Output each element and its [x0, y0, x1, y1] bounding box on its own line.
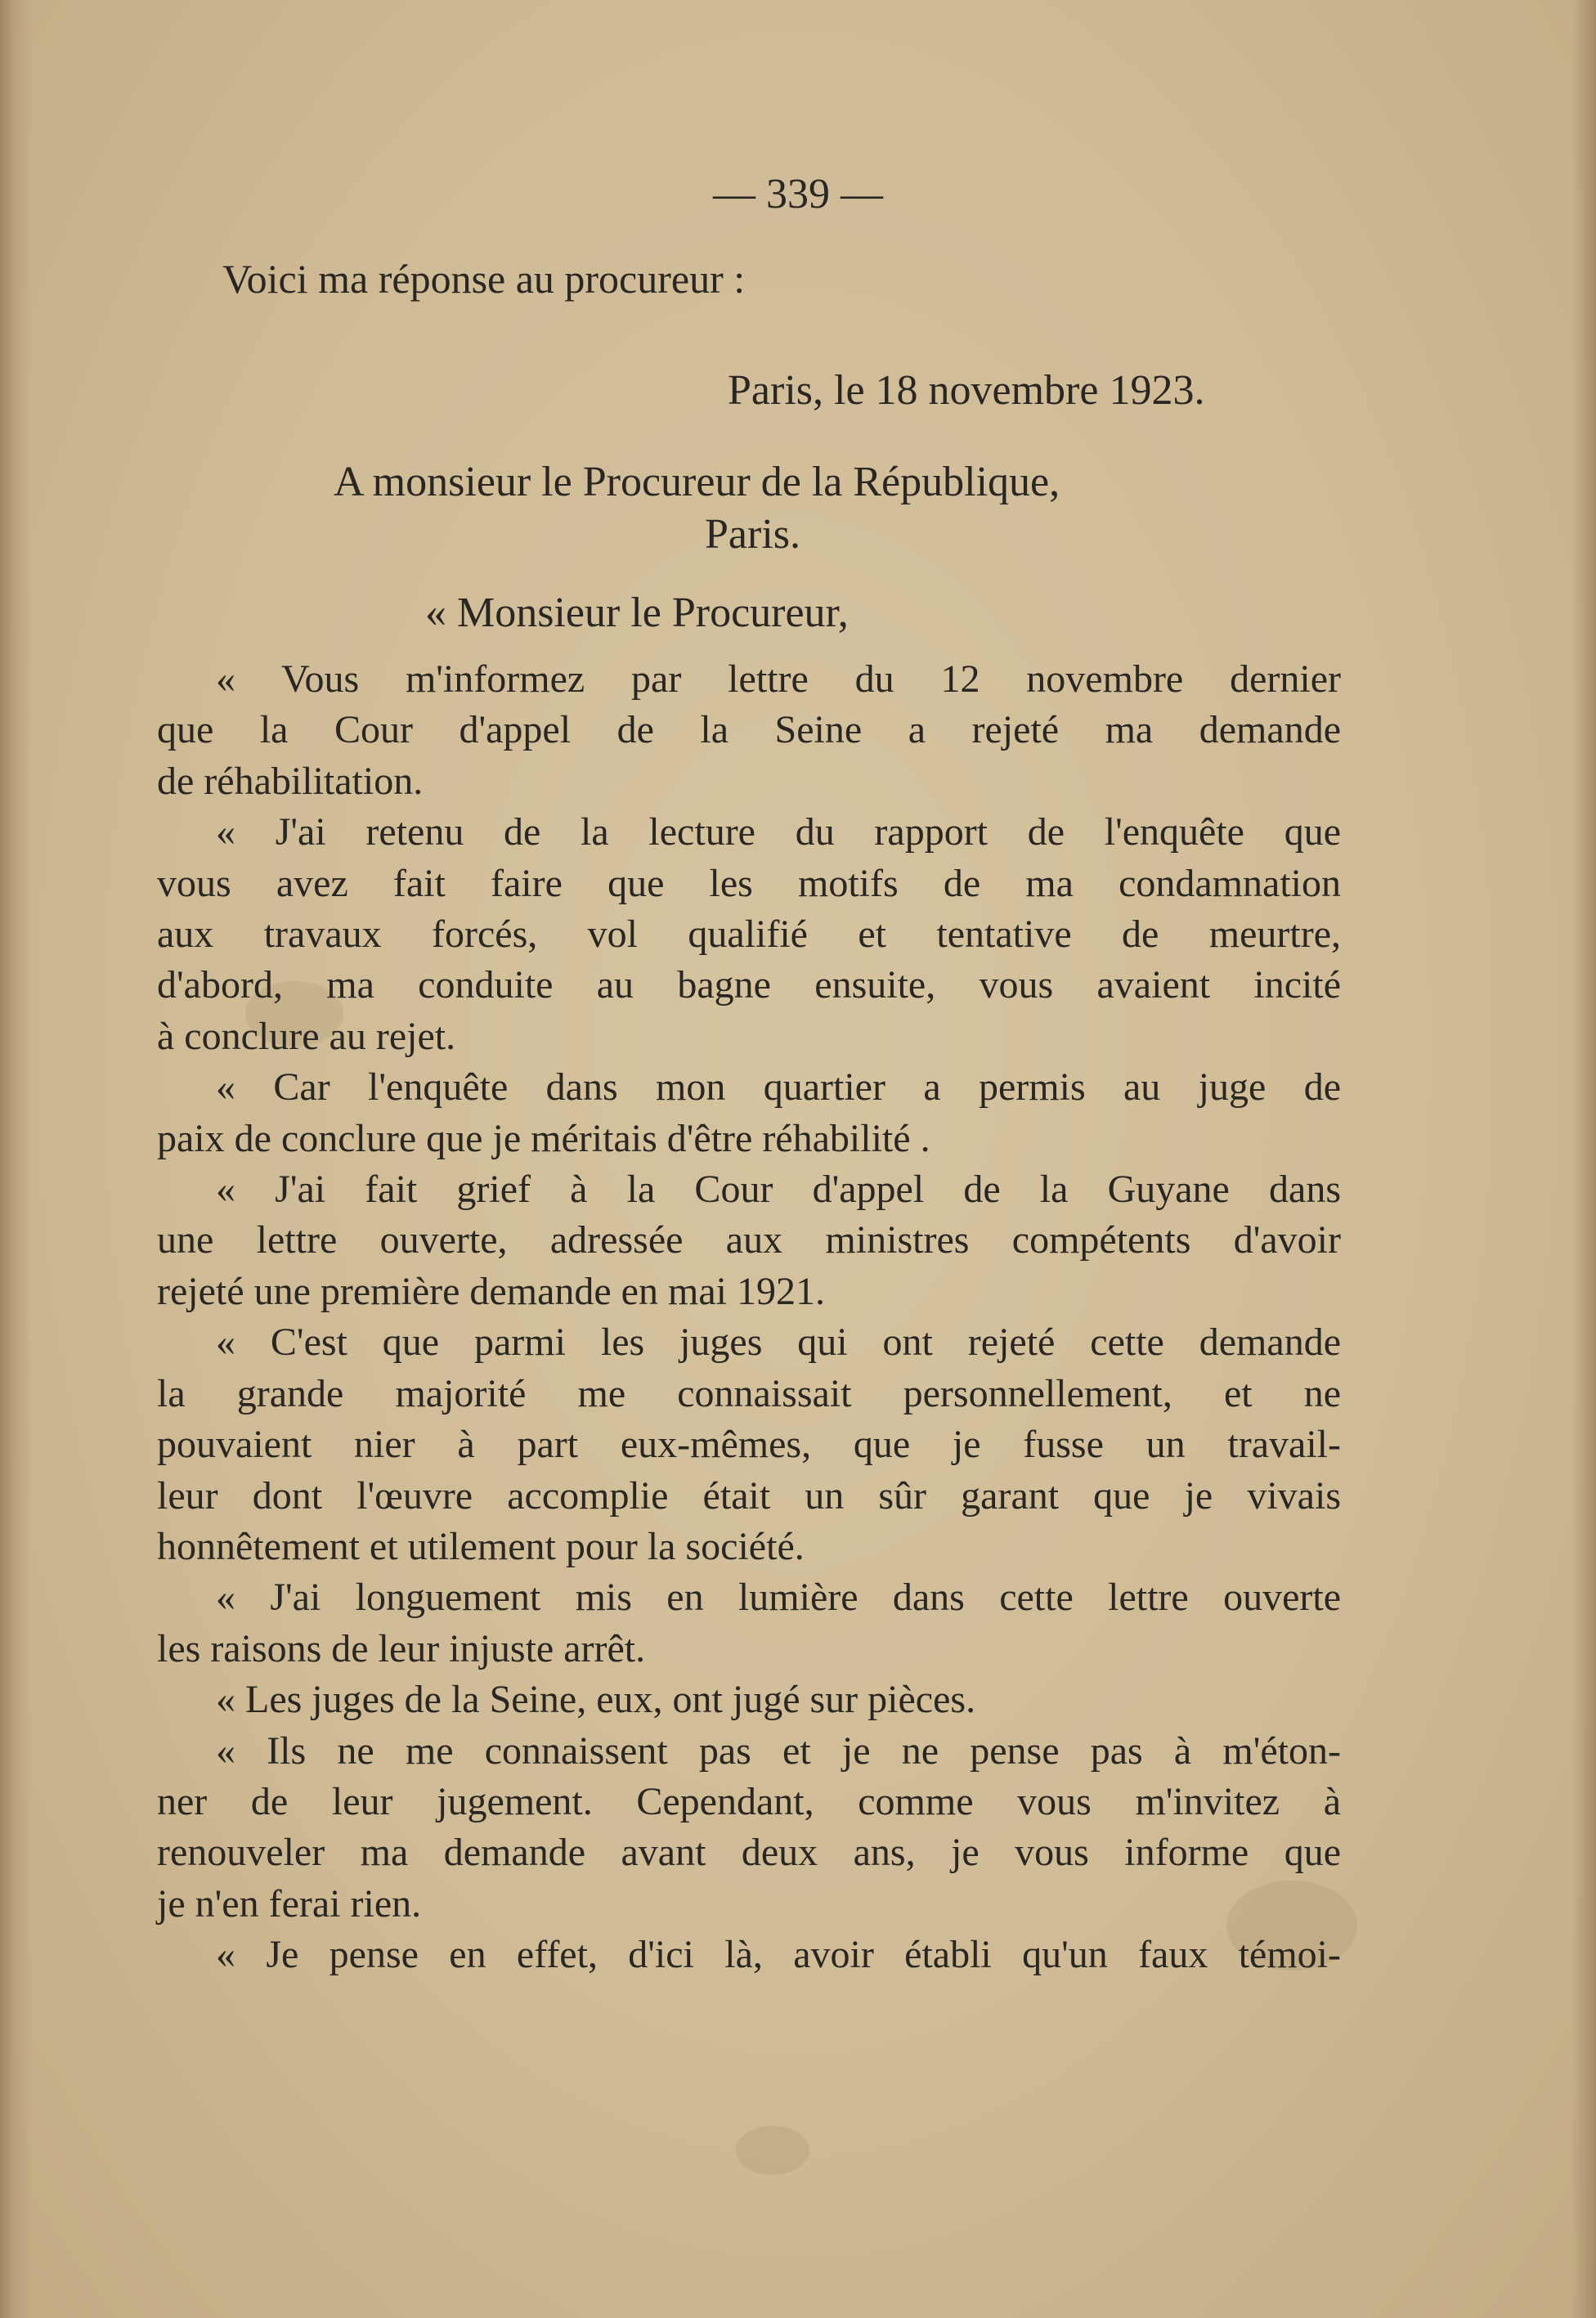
- text-line: à conclure au rejet.: [157, 1014, 456, 1058]
- text-line: « Car l'enquête dans mon quartier a permis au juge de: [216, 1065, 1341, 1110]
- text-line: « J'ai longuement mis en lumière dans cette lettre ouverte: [216, 1576, 1341, 1620]
- text-line: rejeté une première demande en mai 1921.: [157, 1269, 825, 1313]
- text-line: de réhabilitation.: [157, 759, 424, 803]
- letter-salutation: « Monsieur le Procureur,: [425, 590, 849, 636]
- page-edge-left: [0, 0, 33, 2318]
- text-line: vous avez fait faire que les motifs de ma condamnation: [157, 861, 1341, 905]
- paper-stain: [736, 2126, 809, 2175]
- text-line: la grande majorité me connaissait personnellement, et ne: [157, 1371, 1341, 1415]
- text-line: je n'en ferai rien.: [157, 1881, 422, 1926]
- page-number: — 339 —: [713, 171, 883, 217]
- text-line: « Vous m'informez par lettre du 12 novembre dernier: [216, 657, 1341, 701]
- text-line: « J'ai retenu de la lecture du rapport de l'enquête que: [216, 810, 1341, 854]
- text-line: pouvaient nier à part eux-mêmes, que je fusse un travail-: [157, 1423, 1341, 1467]
- text-line: une lettre ouverte, adressée aux ministres compétents d'avoir: [157, 1218, 1341, 1262]
- text-line: honnêtement et utilement pour la société.: [157, 1524, 805, 1568]
- text-line: « C'est que parmi les juges qui ont rejeté cette demande: [216, 1320, 1341, 1365]
- text-line: leur dont l'œuvre accomplie était un sûr garant que je vivais: [157, 1473, 1341, 1518]
- text-line: que la Cour d'appel de la Seine a rejeté ma demande: [157, 708, 1341, 752]
- text-line: d'abord, ma conduite au bagne ensuite, vous avaient incité: [157, 963, 1341, 1007]
- text-line: « Je pense en effet, d'ici là, avoir établi qu'un faux témoi-: [216, 1933, 1341, 1977]
- page-edge-right: [1571, 0, 1596, 2318]
- letter-addressee-city: Paris.: [705, 511, 800, 558]
- text-line: paix de conclure que je méritais d'être réhabilité .: [157, 1116, 930, 1160]
- letter-date: Paris, le 18 novembre 1923.: [728, 367, 1205, 414]
- text-line: « J'ai fait grief à la Cour d'appel de la Guyane dans: [216, 1168, 1341, 1212]
- intro-line: Voici ma réponse au procureur :: [222, 256, 746, 302]
- text-line: renouveler ma demande avant deux ans, je vous informe que: [157, 1831, 1341, 1875]
- text-line: aux travaux forcés, vol qualifié et tentative de meurtre,: [157, 912, 1341, 957]
- text-line: « Les juges de la Seine, eux, ont jugé sur pièces.: [216, 1678, 976, 1722]
- letter-body: [157, 654, 1341, 1981]
- text-line: ner de leur jugement. Cependant, comme vous m'invitez à: [157, 1779, 1341, 1823]
- text-line: les raisons de leur injuste arrêt.: [157, 1626, 646, 1670]
- letter-addressee: A monsieur le Procureur de la République,: [334, 459, 1060, 505]
- text-line: « Ils ne me connaissent pas et je ne pense pas à m'éton-: [216, 1728, 1341, 1773]
